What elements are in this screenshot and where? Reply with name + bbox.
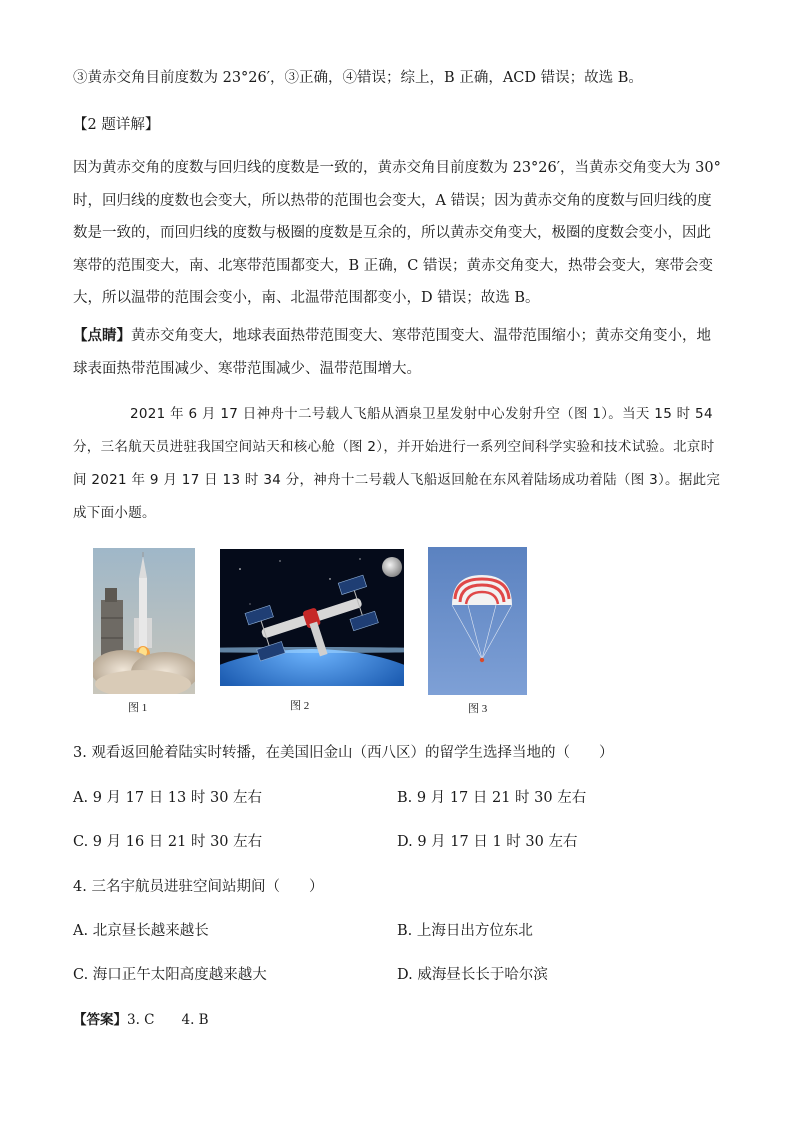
tip-label: 【点睛】: [73, 327, 131, 344]
question-4-option-b: B. 上海日出方位东北: [397, 923, 533, 939]
parachute-image: [428, 547, 527, 695]
rocket-launch-image: [93, 548, 195, 694]
space-station-image: [220, 549, 404, 686]
analysis-line-1: ③黄赤交角目前度数为 23°26′，③正确，④错误；综上，B 正确，ACD 错误；故选 B。: [73, 70, 643, 86]
figure-2-caption: 图 2: [290, 700, 310, 712]
question-4-option-c: C. 海口正午太阳高度越来越大: [73, 967, 267, 983]
figure-2-space-station: [220, 549, 404, 686]
answer-text: 3. C 4. B: [127, 1012, 209, 1028]
figure-1-caption: 图 1: [128, 702, 148, 714]
question-4-option-a: A. 北京昼长越来越长: [73, 923, 209, 939]
figure-3-parachute-landing: [428, 547, 527, 695]
question-3-stem: 3. 观看返回舱着陆实时转播，在美国旧金山（西八区）的留学生选择当地的（ ）: [73, 745, 614, 761]
question-4-stem: 4. 三名宇航员进驻空间站期间（ ）: [73, 879, 324, 895]
answer-label: 【答案】: [73, 1012, 127, 1028]
tip-paragraph: [73, 320, 723, 385]
question-3-option-a: A. 9 月 17 日 13 时 30 左右: [73, 790, 263, 806]
background-story: 2021 年 6 月 17 日神舟十二号载人飞船从酒泉卫星发射中心发射升空（图 1）。当天 15 时 54 分，三名航天员进驻我国空间站天和核心舱（图 2），并开始进行一系列空间科学实验和技术试验。北京时间 2021 年 9 月 17 日 13 时 34 分，神舟十二号载人飞船返回舱在东风着陆场成功着陆（图 3）。据此完成下面小题。: [73, 406, 721, 521]
figure-1-rocket-launch: [93, 548, 195, 694]
heading-q2-detail: 【2 题详解】: [73, 117, 160, 133]
question-4-option-d: D. 威海昼长长于哈尔滨: [397, 967, 548, 983]
q2-explanation: 因为黄赤交角的度数与回归线的度数是一致的，黄赤交角目前度数为 23°26′，当黄赤交角变大为 30°时，回归线的度数也会变大，所以热带的范围也会变大，A 错误；因为黄赤交角的度数与回归线的度数是一致的，而回归线的度数与极圈的度数是互余的，所以黄赤交角变大，极圈的度数会变小，因此寒带的范围变大，南、北寒带范围都变大，B 正确，C 错误；黄赤交角变大，热带会变大，寒带会变大，所以温带的范围会变小，南、北温带范围都变小，D 错误；故选 B。: [73, 160, 721, 306]
question-3-option-c: C. 9 月 16 日 21 时 30 左右: [73, 834, 263, 850]
figure-3-caption: 图 3: [468, 703, 488, 715]
question-3-option-d: D. 9 月 17 日 1 时 30 左右: [397, 834, 578, 850]
answer-line: [73, 1008, 209, 1028]
question-3-option-b: B. 9 月 17 日 21 时 30 左右: [397, 790, 587, 806]
tip-text: 黄赤交角变大，地球表面热带范围变大、寒带范围变大、温带范围缩小；黄赤交角变小，地球表面热带范围减少、寒带范围减少、温带范围增大。: [73, 328, 711, 377]
